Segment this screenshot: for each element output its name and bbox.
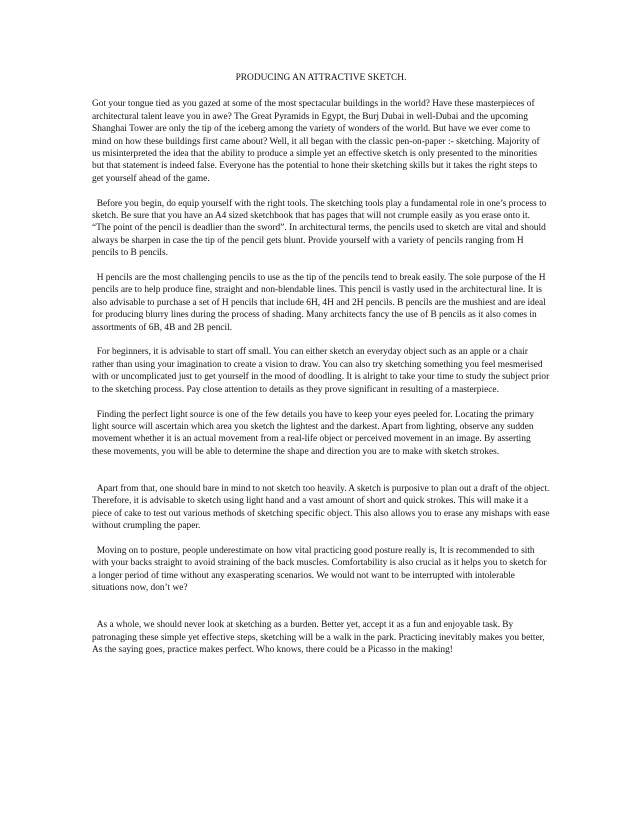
- document-page: [92, 72, 550, 669]
- paragraph-beginners: For beginners, it is advisable to start off small. You can either sketch an everyday object such as an apple or a chair rather than using your imagination to create a vision to draw. You can also try sketching something you feel mesmerised with or uncomplicated just to get yourself in the mood of doodling. It is alright to take your time to study the subject prior to the sketching process. Pay close attention to details as they prove significant in resulting of a masterpiece.: [92, 347, 550, 395]
- paragraph-light-source: Finding the perfect light source is one of the few details you have to keep your eyes peeled for. Locating the primary light source will ascertain which area you sketch the lightest and the darkest. Apart from lighting, observe any sudden movement whether it is an actual movement from a real-life object or perceived movement in an image. By asserting these movements, you will be able to determine the shape and direction you are to make with sketch strokes.: [92, 409, 535, 457]
- paragraph-intro: Got your tongue tied as you gazed at some of the most spectacular buildings in the world? Have these masterpieces of architectural talent leave you in awe? The Great Pyramids in Egypt, the Burj Dubai in well-Dubai and the upcoming Shanghai Tower are only the tip of the iceberg among the variety of wonders of the world. But have we ever come to mind on how these buildings first came about? Well, it all began with the classic pen-on-paper :- sketching. Majority of us misinterpreted the idea that the ability to produce a simple yet an effective sketch is only presented to the minorities but that statement is indeed false. Everyone has the potential to hone their sketching skills but it takes the right steps to get yourself ahead of the game.: [92, 99, 540, 184]
- paragraph-conclusion: As a whole, we should never look at sketching as a burden. Better yet, accept it as a fun and enjoyable task. By patronaging these simple yet effective steps, sketching will be a walk in the park. Practicing inevitably makes you better, As the saying goes, practice makes perfect. Who knows, there could be a Picasso in the making!: [92, 620, 545, 656]
- paragraph-tools: Before you begin, do equip yourself with the right tools. The sketching tools play a fundamental role in one’s process to sketch. Be sure that you have an A4 sized sketchbook that has pages that will not crumple easily as you erase onto it. “The point of the pencil is deadlier than the sword”. In architectural terms, the pencils used to sketch are vital and should always be sharpen in case the tip of the pencil gets blunt. Provide yourself with a variety of pencils ranging from H pencils to B pencils.: [92, 198, 547, 259]
- paragraph-h-pencils: H pencils are the most challenging pencils to use as the tip of the pencils tend to break easily. The sole purpose of the H pencils are to help produce fine, straight and non-blendable lines. This pencil is vastly used in the architectural line. It is also advisable to purchase a set of H pencils that include 6H, 4H and 2H pencils. B pencils are the mushiest and are ideal for producing blurry lines during the process of shading. Many architects fancy the use of B pencils as it also comes in assortments of 6B, 4B and 2B pencil.: [92, 273, 546, 333]
- document-title: PRODUCING AN ATTRACTIVE SKETCH.: [235, 73, 407, 83]
- paragraph-posture: Moving on to posture, people underestimate on how vital practicing good posture really is, It is recommended to sith with your backs straight to avoid straining of the back muscles. Comfortability is also crucial as it helps you to sketch for a longer period of time without any exasperating scenarios. We would not want to be interrupted with intolerable situations now, don’t we?: [92, 545, 547, 594]
- paragraph-sketch-lightly: Apart from that, one should bare in mind to not sketch too heavily. A sketch is purposive to plan out a draft of the object. Therefore, it is advisable to sketch using light hand and a vast amount of short and quick strokes. This will make it a piece of cake to test out various methods of sketching specific object. This also allows you to erase any mishaps with ease without crumpling the paper.: [92, 483, 550, 532]
